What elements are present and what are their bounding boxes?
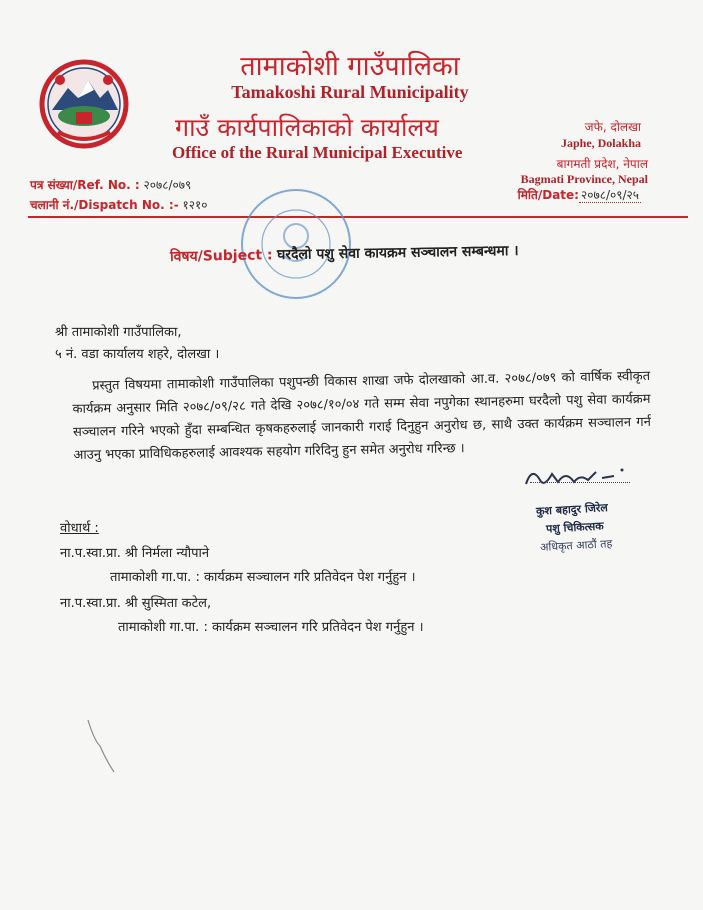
subject-text: घरदैलो पशु सेवा कायक्रम सञ्चालन सम्बन्धमा । (276, 242, 519, 264)
address-np-1: जफे, दोलखा (584, 120, 641, 134)
pen-mark-icon (80, 716, 120, 776)
addressee-line-2: ५ नं. वडा कार्यालय शहरे, दोलखा । (55, 347, 220, 362)
dispatch-value: १२१० (182, 198, 208, 212)
cc-item-2-note: तामाकोशी गा.पा. : कार्यक्रम सञ्चालन गरि प्रतिवेदन पेश गर्नुहुन । (118, 620, 424, 635)
office-name-en: Office of the Rural Municipal Executive (172, 143, 463, 162)
addressee-line-1: श्री तामाकोशी गाउँपालिका, (55, 325, 182, 340)
cc-heading: वोधार्थ : (60, 521, 99, 536)
subject-line (170, 241, 519, 266)
address-en-2: Bagmati Province, Nepal (520, 172, 648, 186)
reference-number (30, 176, 191, 193)
signatory-name: कुश बहादुर जिरेल (535, 501, 609, 518)
reference-value: २०७८/०७९ (143, 178, 192, 192)
address-np-2: बागमती प्रदेश, नेपाल (556, 157, 648, 171)
municipality-name-np: तामाकोशी गाउँपालिका (240, 51, 460, 82)
reference-label: पत्र संख्या/Ref. No. : (30, 178, 140, 192)
municipality-name-en: Tamakoshi Rural Municipality (231, 82, 469, 102)
cc-item-2-name: ना.प.स्वा.प्रा. श्री सुस्मिता कटेल, (60, 596, 212, 611)
office-name-np: गाउँ कार्यपालिकाको कार्यालय (175, 113, 439, 142)
date-value: २०७८/०९/२५ (580, 188, 639, 202)
signatory-rank: अधिकृत आठौं तह (539, 537, 613, 554)
date-field (518, 186, 641, 203)
subject-label: विषय/Subject : (169, 247, 273, 266)
letter-body (72, 365, 652, 467)
address-en-1: Japhe, Dolakha (560, 136, 641, 150)
signature-line (530, 482, 630, 483)
header-divider (28, 216, 688, 218)
signature-scribble-icon (518, 460, 628, 496)
cc-item-1-name: ना.प.स्वा.प्रा. श्री निर्मला न्यौपाने (60, 546, 210, 561)
cc-item-1-note: तामाकोशी गा.पा. : कार्यक्रम सञ्चालन गरि प्रतिवेदन पेश गर्नुहुन । (110, 570, 416, 585)
body-paragraph: प्रस्तुत विषयमा तामाकोशी गाउँपालिका पशुपन्छी विकास शाखा जफे दोलखाको आ.व. २०७८/०७९ को वार्षिक स्वीकृत कार्यक्रम अनुसार मिति २०७८/०९/२८ गते देखि २०७८/१०/०४ गते सम्म सेवा नपुगेका स्थानहरुमा घरदैलो पशु सेवा कार्यक्रम सञ्चालन गरिने भएको हुँदा सम्बन्धित कृषकहरुलाई जानकारी गराई दिनुहुन अनुरोध छ, साथै उक्त कार्यक्रम सञ्चालन गर्न आउनु भएका प्राविधिकहरुलाई आवश्यक सहयोग गरिदिनु हुन समेत अनुरोध गरिन्छ । (72, 368, 652, 463)
dispatch-label: चलानी नं./Dispatch No. :- (30, 198, 179, 212)
signatory-title: पशु चिकित्सक (545, 519, 605, 536)
nepal-emblem-icon (38, 58, 130, 150)
date-label: मिति/Date: (517, 188, 579, 202)
dispatch-number (30, 196, 208, 213)
